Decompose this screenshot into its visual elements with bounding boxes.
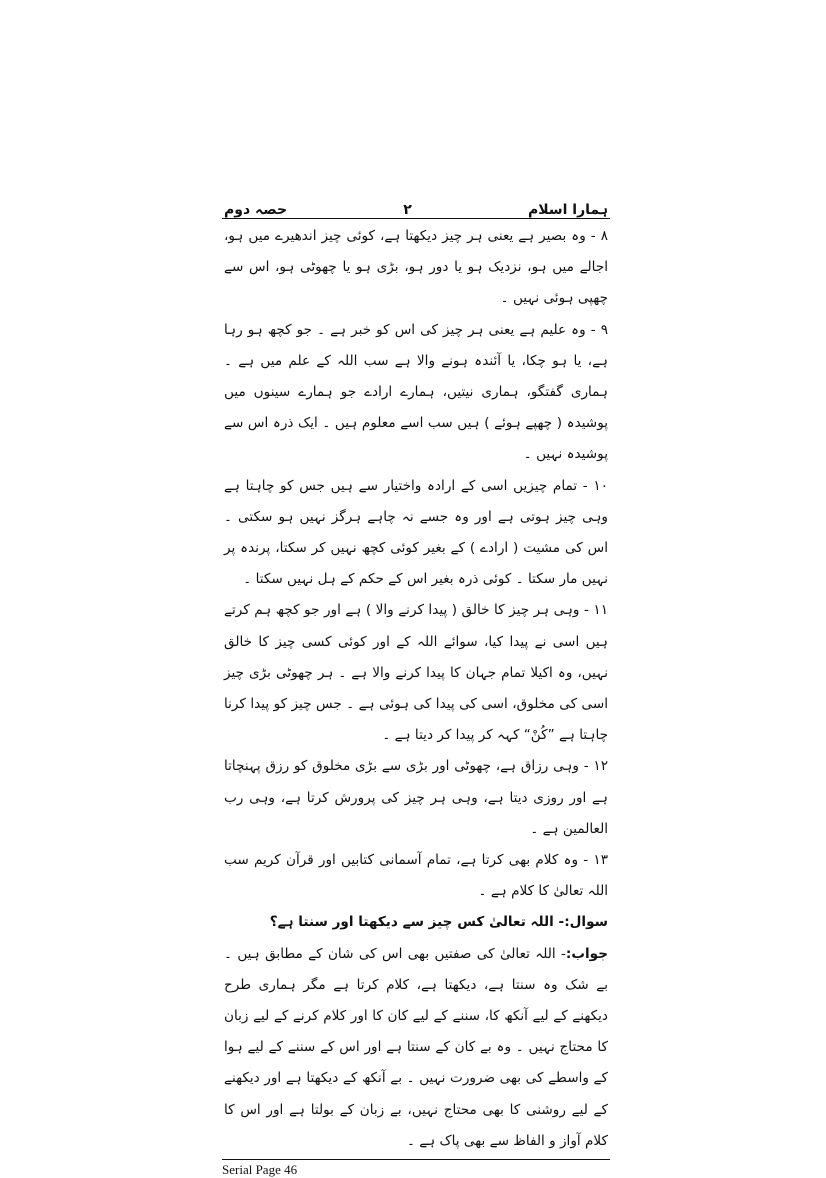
question [224,907,608,938]
paragraph-12: ۱۲ - وہی رزاق ہے، چھوٹی اور بڑی سے بڑی مخلوق کو رزق پہنچاتا ہے اور روزی دیتا ہے، وہی ہر چیز کی پرورش کرتا ہے، وہی رب العالمین ہے ۔ [224,758,608,837]
paragraph-8: ۸ - وہ بصیر ہے یعنی ہر چیز دیکھتا ہے، کوئی چیز اندھیرے میں ہو، اجالے میں ہو، نزدیک ہو یا دور ہو، بڑی ہو یا چھوٹی ہو، اس سے چھپی ہوئی نہیں ۔ [224,228,608,307]
book-part: حصہ دوم [224,202,288,218]
question-text: - اللہ تعالیٰ کس چیز سے دیکھتا اور سنتا ہے؟ [269,914,565,931]
answer [224,939,608,1157]
page-number: ۲ [403,202,412,218]
page-content [222,196,610,1178]
paragraph-9: ۹ - وہ علیم ہے یعنی ہر چیز کی اس کو خبر ہے ۔ جو کچھ ہو رہا ہے، یا ہو چکا، یا آئندہ ہونے والا ہے سب اللہ کے علم میں ہے ۔ ہماری گفتگو، ہماری نیتیں، ہمارے ارادے جو ہمارے سینوں میں پوشیدہ ( چھپے ہوئے ) ہیں سب اسے معلوم ہیں ۔ ایک ذرہ اس سے پوشیدہ نہیں ۔ [224,321,608,463]
book-title: ہمارا اسلام [527,202,608,218]
paragraph-10: ۱۰ - تمام چیزیں اسی کے ارادہ واختیار سے ہیں جس کو چاہتا ہے وہی چیز ہوتی ہے اور وہ جسے نہ چاہے ہرگز نہیں ہو سکتی ۔ اس کی مشیت ( ارادے ) کے بغیر کوئی کچھ نہیں کر سکتا، پرندہ پر نہیں مار سکتا ۔ کوئی ذرہ بغیر اس کے حکم کے ہل نہیں سکتا ۔ [224,477,608,588]
answer-label: جواب: [565,945,608,962]
page-header [222,196,610,219]
paragraph-11: ۱۱ - وہی ہر چیز کا خالق ( پیدا کرنے والا ) ہے اور جو کچھ ہم کرتے ہیں اسی نے پیدا کیا، سوائے اللہ کے اور کوئی کسی چیز کا خالق نہیں، وہ اکیلا تمام جہان کا پیدا کرنے والا ہے ۔ ہر چھوٹی بڑی چیز اسی کی مخلوق، اسی کی پیدا کی ہوئی ہے ۔ جس چیز کو پیدا کرنا چاہتا ہے ”کُنْ“ کہہ کر پیدا کر دیتا ہے ۔ [224,602,608,744]
question-label: سوال: [564,914,608,931]
paragraph-13: ۱۳ - وہ کلام بھی کرتا ہے، تمام آسمانی کتابیں اور قرآن کریم سب اللہ تعالیٰ کا کلام ہے ۔ [224,852,608,900]
page-body [222,219,610,1157]
answer-text: - اللہ تعالیٰ کی صفتیں بھی اس کی شان کے مطابق ہیں ۔ بے شک وہ سنتا ہے، دیکھتا ہے، کلام کرتا ہے مگر ہماری طرح دیکھنے کے لیے آنکھ کا، سننے کے لیے کان کا اور کلام کرنے کے لیے زبان کا محتاج نہیں ۔ وہ بے کان کے سنتا ہے اور اس کے سننے کے لیے ہوا کے واسطے کی بھی ضرورت نہیں ۔ بے آنکھ کے دیکھتا ہے اور دیکھنے کے لیے روشنی کا بھی محتاج نہیں، بے زبان کے بولتا ہے اور اس کا کلام آواز و الفاظ سے بھی پاک ہے ۔ [224,945,608,1149]
serial-page: Serial Page 46 [222,1162,298,1178]
